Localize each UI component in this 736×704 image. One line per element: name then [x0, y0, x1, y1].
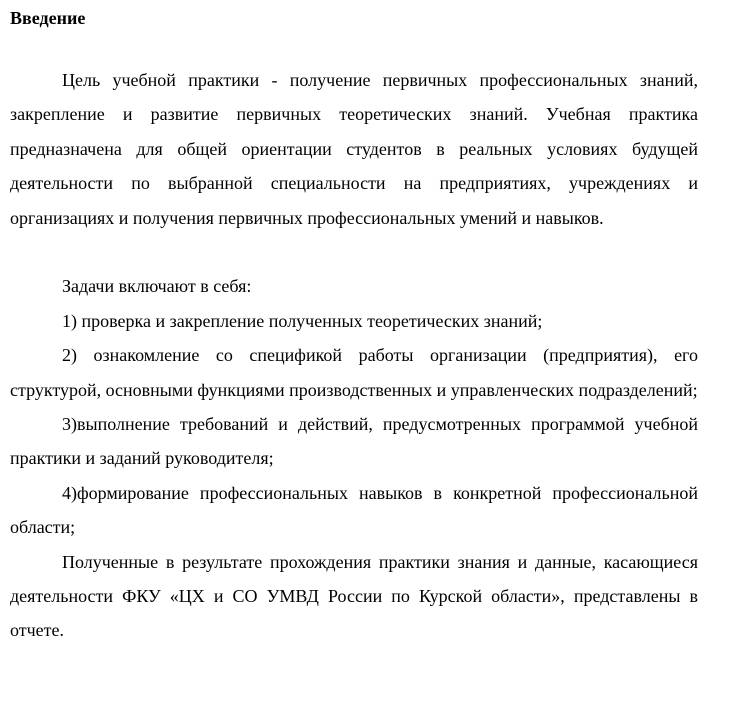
- intro-paragraph: Цель учебной практики - получение первичных профессиональных знаний, закрепление и развитие первичных теоретических знаний. Учебная практика предназначена для общей ориентации студентов в реальных условиях будущей деятельности по выбранной специальности на предприятиях, учреждениях и организациях и получения первичных профессиональных умений и навыков.: [10, 70, 698, 228]
- conclusion-paragraph: Полученные в результате прохождения практики знания и данные, касающиеся деятельности ФКУ «ЦХ и СО УМВД России по Курской области», представлены в отчете.: [10, 551, 698, 641]
- task-item-4: 4)формирование профессиональных навыков в конкретной профессиональной области;: [10, 482, 698, 538]
- task-item-2: 2) ознакомление со спецификой работы организации (предприятия), его структурой, основными функциями производственных и управленческих подразделений;: [10, 345, 698, 400]
- section-heading: Введение: [10, 8, 86, 28]
- tasks-intro-paragraph: Задачи включают в себя:: [62, 276, 252, 297]
- blank-line: [10, 235, 698, 269]
- document-body: [10, 7, 698, 648]
- task-item-3: 3)выполнение требований и действий, предусмотренных программой учебной практики и заданий руководителя;: [10, 414, 698, 469]
- task-item-1: 1) проверка и закрепление полученных теоретических знаний;: [62, 310, 543, 331]
